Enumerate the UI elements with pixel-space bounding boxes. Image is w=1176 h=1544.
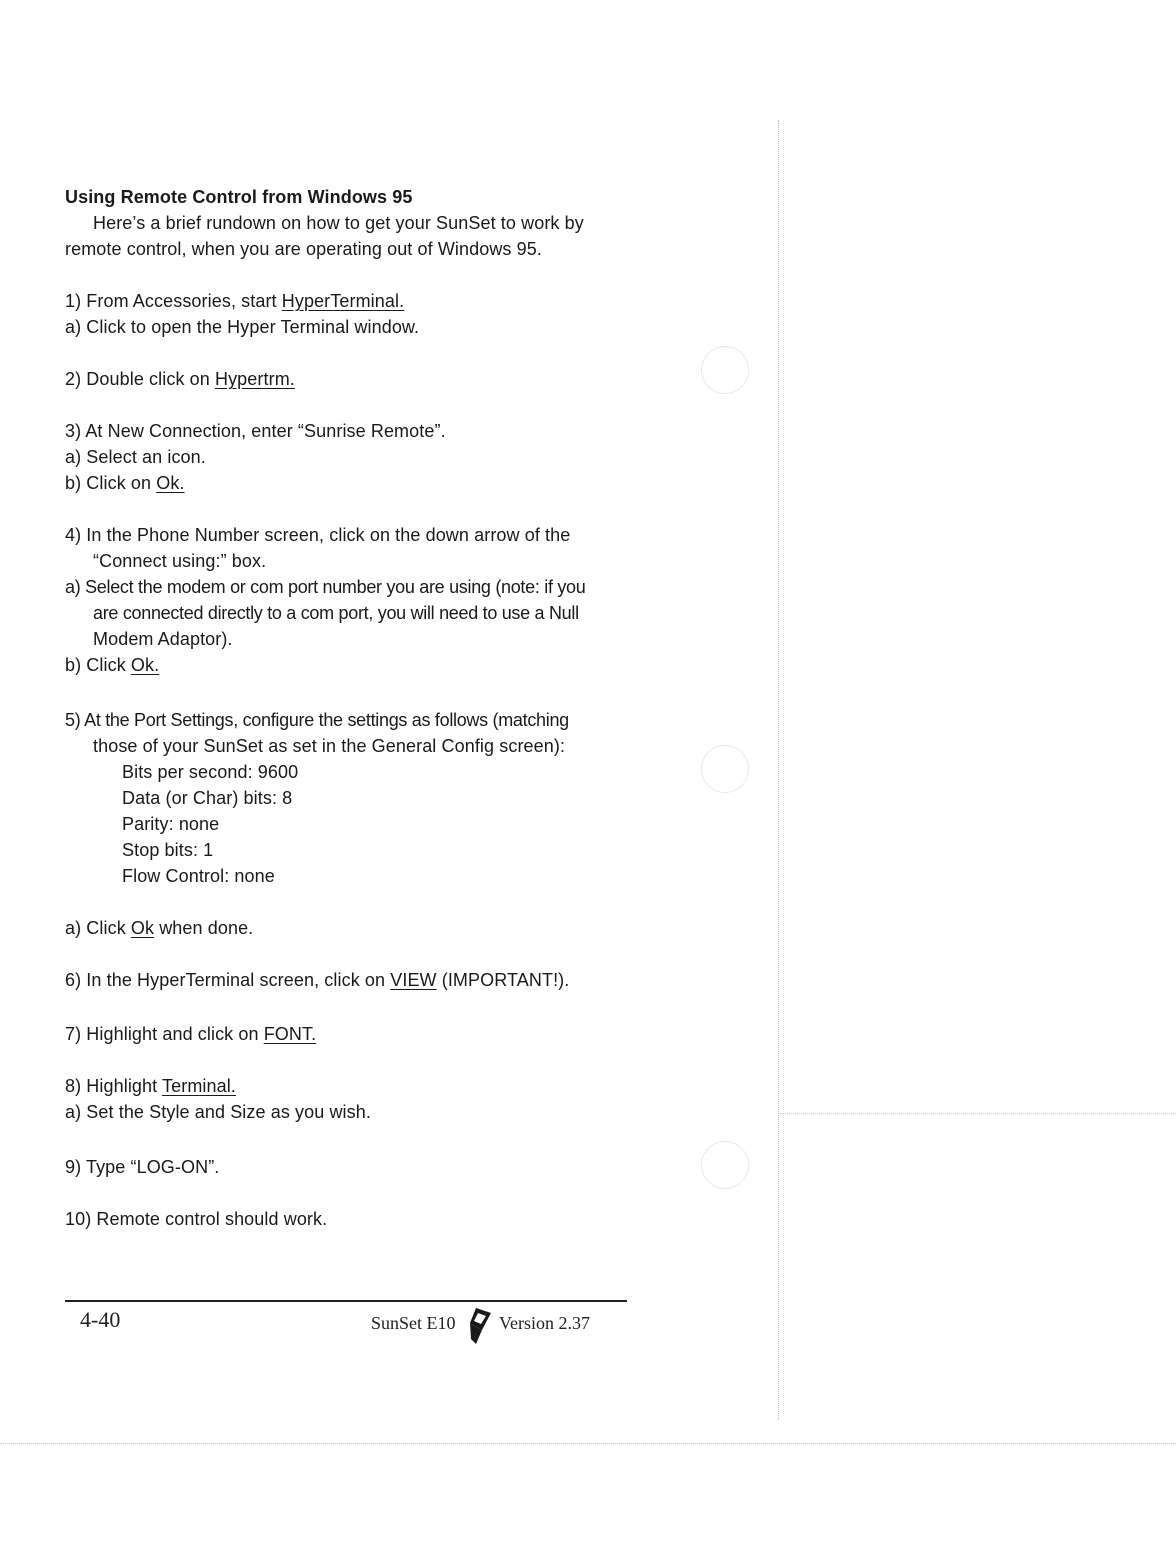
- step-9: 9) Type “LOG-ON”.: [65, 1157, 220, 1177]
- step-7: [65, 1023, 316, 1045]
- step-1-a: a) Click to open the Hyper Terminal window.: [65, 317, 420, 337]
- step-5-a-suffix: when done.: [154, 918, 254, 938]
- step-1: [65, 290, 404, 312]
- step-8-link: Terminal.: [162, 1076, 236, 1096]
- step-6-suffix: (IMPORTANT!).: [436, 970, 570, 990]
- page-number: 4-40: [80, 1307, 121, 1332]
- setting-parity: Parity: none: [122, 814, 220, 834]
- binder-hole-middle: [701, 745, 749, 793]
- step-3-a: a) Select an icon.: [65, 447, 206, 467]
- step-3-b: [65, 472, 185, 494]
- binder-margin-line: [778, 120, 779, 1420]
- step-8-a: a) Set the Style and Size as you wish.: [65, 1102, 371, 1122]
- binder-hole-top: [701, 346, 749, 394]
- step-7-text: 7) Highlight and click on: [65, 1024, 264, 1044]
- footer-product: SunSet E10: [371, 1313, 456, 1333]
- step-4-line-1: 4) In the Phone Number screen, click on the down arrow of the: [65, 525, 571, 545]
- step-4-a-line-1: a) Select the modem or com port number you are using (note: if you: [65, 577, 586, 597]
- setting-data-bits: Data (or Char) bits: 8: [122, 788, 293, 808]
- step-4-b-link: Ok.: [130, 655, 160, 675]
- section-heading: Using Remote Control from Windows 95: [65, 187, 413, 207]
- step-3: 3) At New Connection, enter “Sunrise Remote”.: [65, 421, 446, 441]
- step-4-b: [65, 654, 159, 676]
- step-5-a-link: Ok: [130, 918, 155, 938]
- step-5-line-1: 5) At the Port Settings, configure the settings as follows (matching: [65, 710, 569, 730]
- step-4-a-line-3: Modem Adaptor).: [93, 629, 233, 649]
- step-5-line-2: those of your SunSet as set in the General Config screen):: [93, 736, 566, 756]
- step-4-b-text: b) Click: [65, 655, 131, 675]
- step-7-link: FONT.: [263, 1024, 317, 1044]
- footer-rule: [65, 1300, 627, 1302]
- step-2-text: 2) Double click on: [65, 369, 215, 389]
- sunset-device-logo-icon: [467, 1304, 495, 1348]
- step-1-text: 1) From Accessories, start: [65, 291, 282, 311]
- step-2: [65, 368, 295, 390]
- footer-version: Version 2.37: [499, 1313, 590, 1333]
- setting-stop-bits: Stop bits: 1: [122, 840, 214, 860]
- scan-line-bottom: [0, 1443, 1176, 1444]
- intro-line-2: remote control, when you are operating out of Windows 95.: [65, 239, 542, 259]
- step-6-text: 6) In the HyperTerminal screen, click on: [65, 970, 391, 990]
- step-3-b-text: b) Click on: [65, 473, 157, 493]
- step-10: 10) Remote control should work.: [65, 1209, 328, 1229]
- setting-bits-per-second: Bits per second: 9600: [122, 762, 299, 782]
- step-6-link: VIEW: [390, 970, 437, 990]
- step-8-text: 8) Highlight: [65, 1076, 163, 1096]
- setting-flow-control: Flow Control: none: [122, 866, 275, 886]
- step-3-b-link: Ok.: [156, 473, 185, 493]
- step-2-link: Hypertrm.: [214, 369, 295, 389]
- step-5-a-text: a) Click: [65, 918, 131, 938]
- step-4-a-line-2: are connected directly to a com port, you will need to use a Null: [93, 603, 579, 623]
- scan-line-right: [780, 1113, 1176, 1114]
- step-5-a: [65, 917, 253, 939]
- binder-hole-bottom: [701, 1141, 749, 1189]
- step-4-line-2: “Connect using:” box.: [93, 551, 267, 571]
- step-1-link: HyperTerminal.: [281, 291, 405, 311]
- intro-line-1: Here’s a brief rundown on how to get your SunSet to work by: [93, 213, 584, 233]
- step-6: [65, 969, 569, 991]
- step-8: [65, 1075, 236, 1097]
